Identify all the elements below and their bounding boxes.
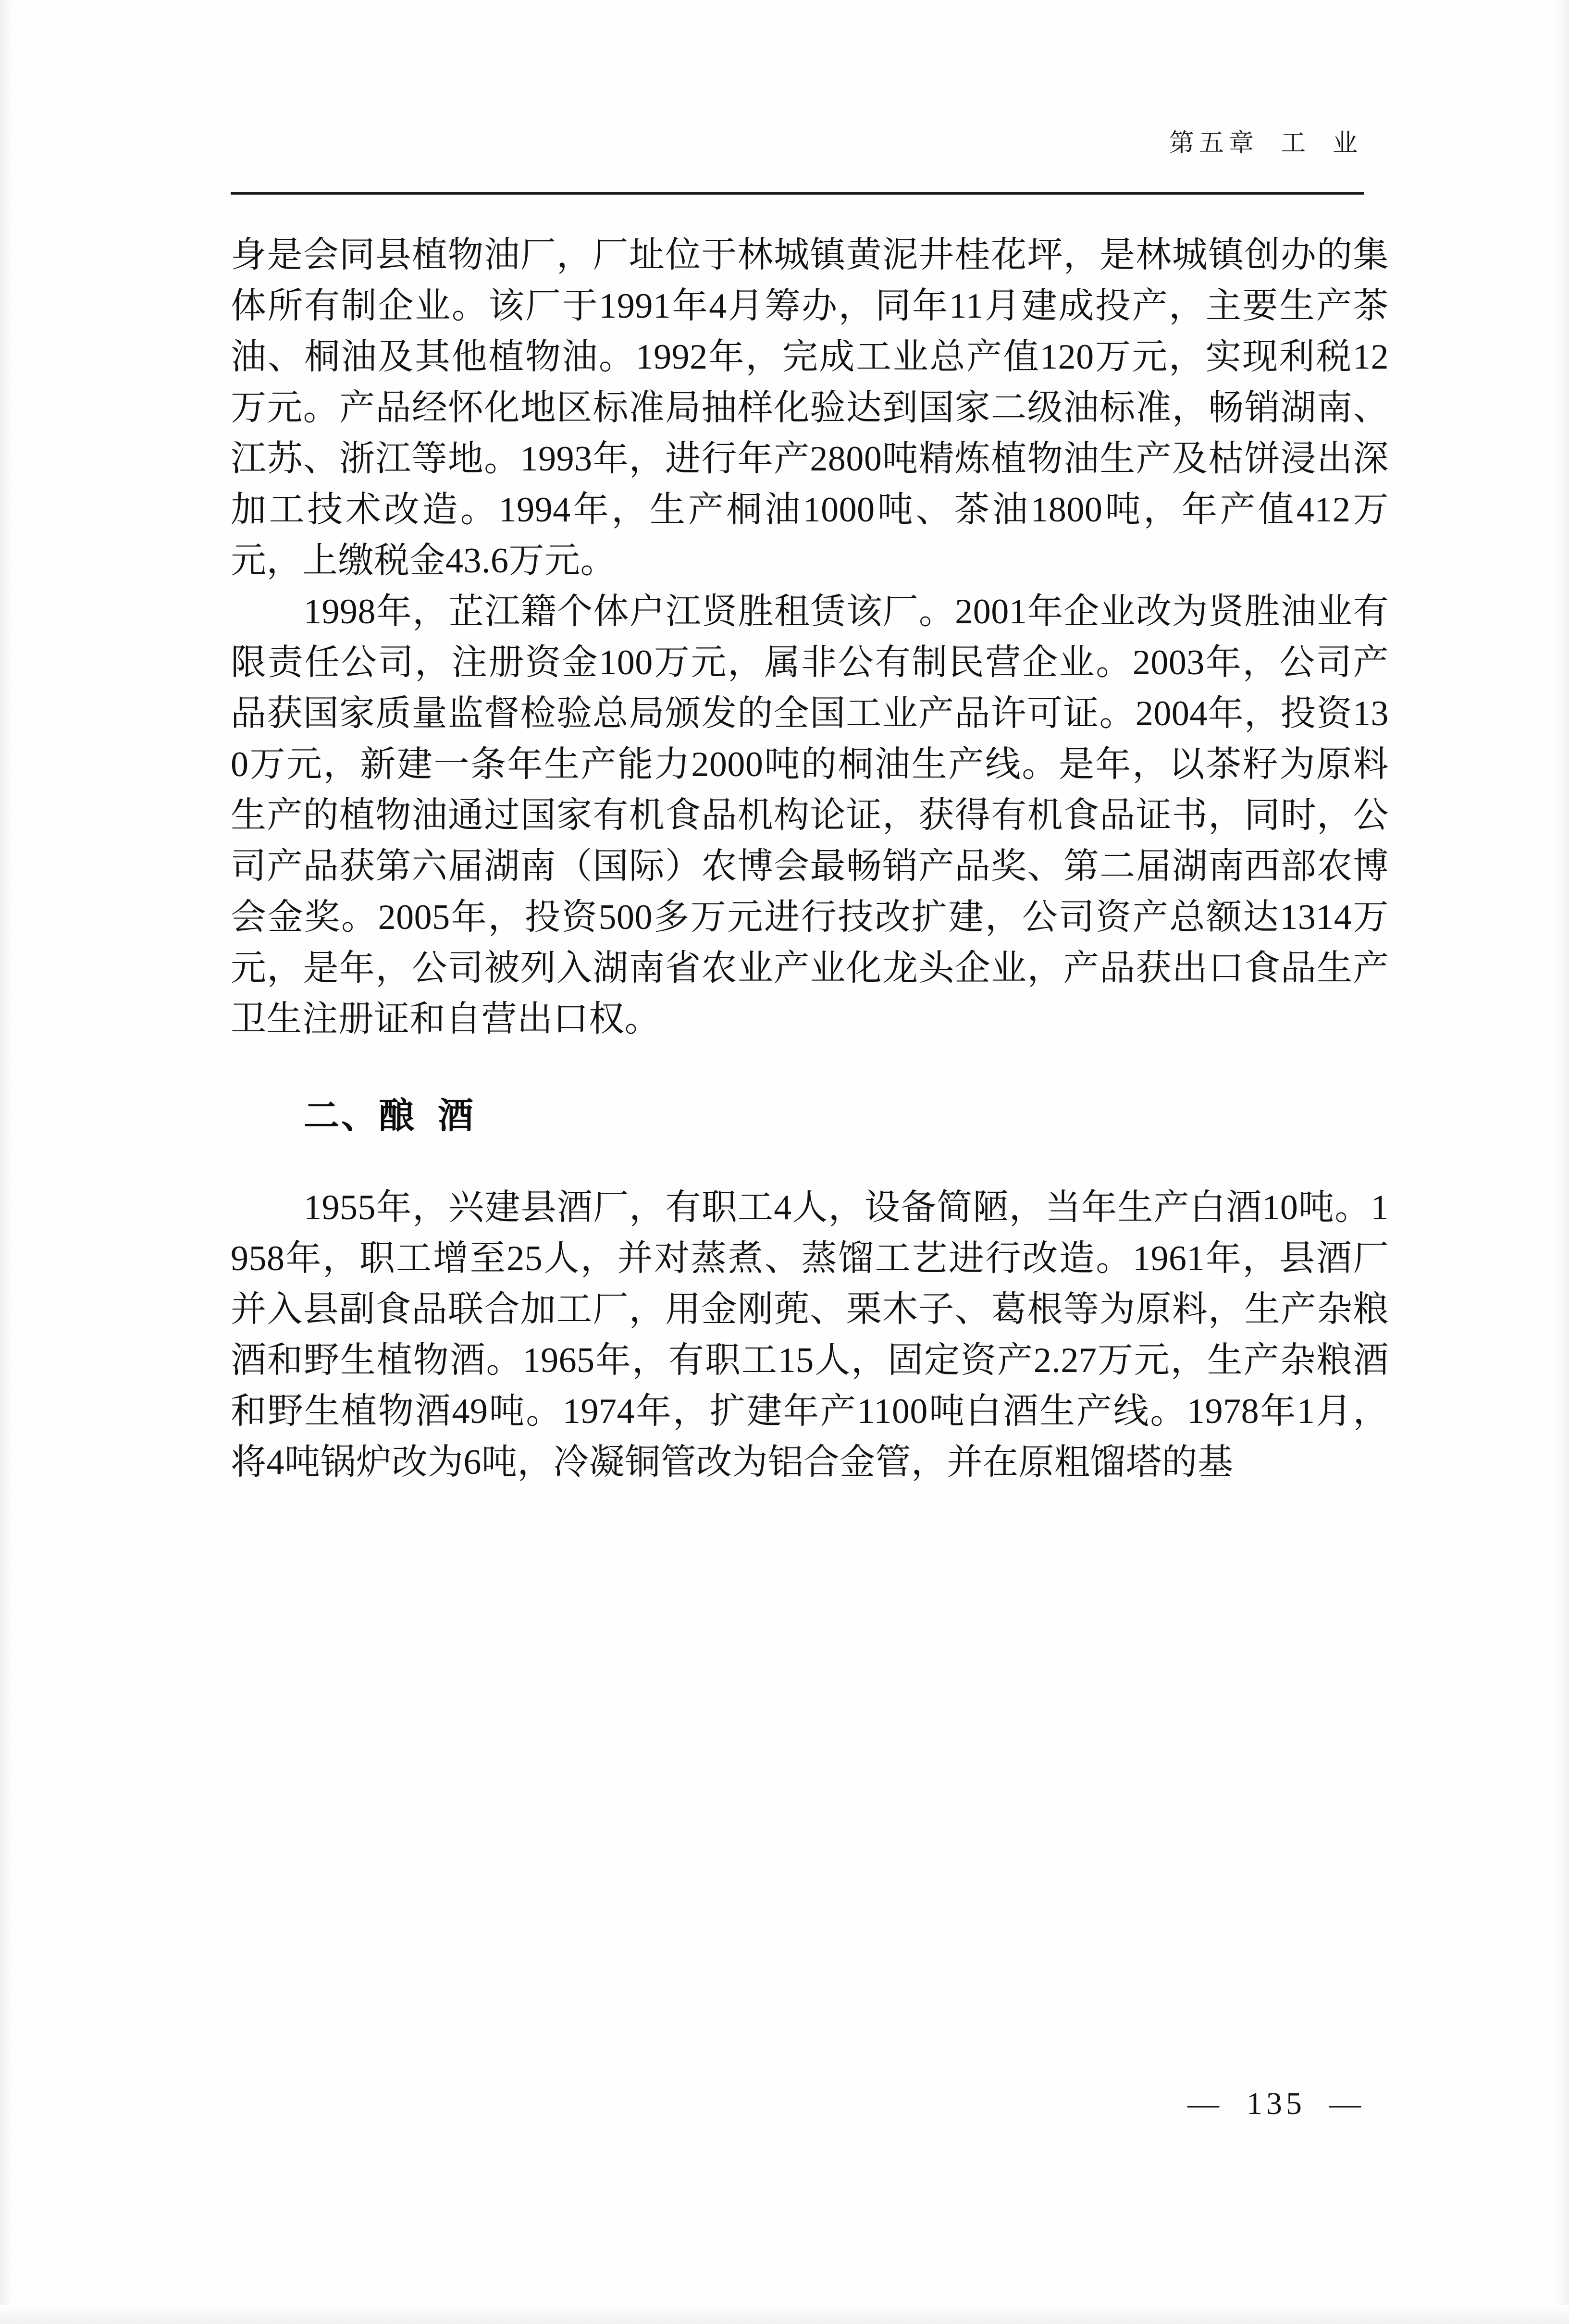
paragraph-oil-mill-history: 身是会同县植物油厂，厂址位于林城镇黄泥井桂花坪，是林城镇创办的集体所有制企业。该厂于1991年4月筹办，同年11月建成投产，主要生产茶油、桐油及其他植物油。1992年，完成工业总产值120万元，实现利税12万元。产品经怀化地区标准局抽样化验达到国家二级油标准，畅销湖南、江苏、浙江等地。1993年，进行年产2800吨精炼植物油生产及枯饼浸出深加工技术改造。1994年，生产桐油1000吨、茶油1800吨，年产值412万元，上缴税金43.6万元。 (231, 235, 1389, 581)
scan-edge-left (0, 0, 12, 2324)
running-header-chapter-title: 第五章 工 业 (1169, 130, 1362, 157)
header-rule (231, 192, 1364, 195)
paragraph-distillery-history: 1955年，兴建县酒厂，有职工4人，设备简陋，当年生产白酒10吨。1958年，职工增至25人，并对蒸煮、蒸馏工艺进行改造。1961年，县酒厂并入县副食品联合加工厂，用金刚蔸、栗木子、葛根等为原料，生产杂粮酒和野生植物酒。1965年，有职工15人，固定资产2.27万元，生产杂粮酒和野生植物酒49吨。1974年，扩建年产1100吨白酒生产线。1978年1月，将4吨锅炉改为6吨，冷凝铜管改为铝合金管，并在原粗馏塔的基 (231, 1188, 1389, 1482)
paragraph-xiansheng-oil-company: 1998年，芷江籍个体户江贤胜租赁该厂。2001年企业改为贤胜油业有限责任公司，注册资金100万元，属非公有制民营企业。2003年，公司产品获国家质量监督检验总局颁发的全国工业产品许可证。2004年，投资130万元，新建一条年生产能力2000吨的桐油生产线。是年，以茶籽为原料生产的植物油通过国家有机食品机构论证，获得有机食品证书，同时，公司产品获第六届湖南（国际）农博会最畅销产品奖、第二届湖南西部农博会金奖。2005年，投资500多万元进行技改扩建，公司资产总额达1314万元，是年，公司被列入湖南省农业产业化龙头企业，产品获出口食品生产卫生注册证和自营出口权。 (231, 592, 1389, 1039)
scan-edge-right (1555, 0, 1569, 2324)
heading-spacer-below (231, 1142, 1389, 1182)
section-heading-brewing: 二、酿 酒 (304, 1097, 475, 1136)
page-number-footer: — 135 — (1187, 2086, 1365, 2121)
main-text-column (231, 230, 1389, 1488)
scan-edge-bottom (0, 2305, 1569, 2324)
heading-spacer-above (231, 1045, 1389, 1091)
